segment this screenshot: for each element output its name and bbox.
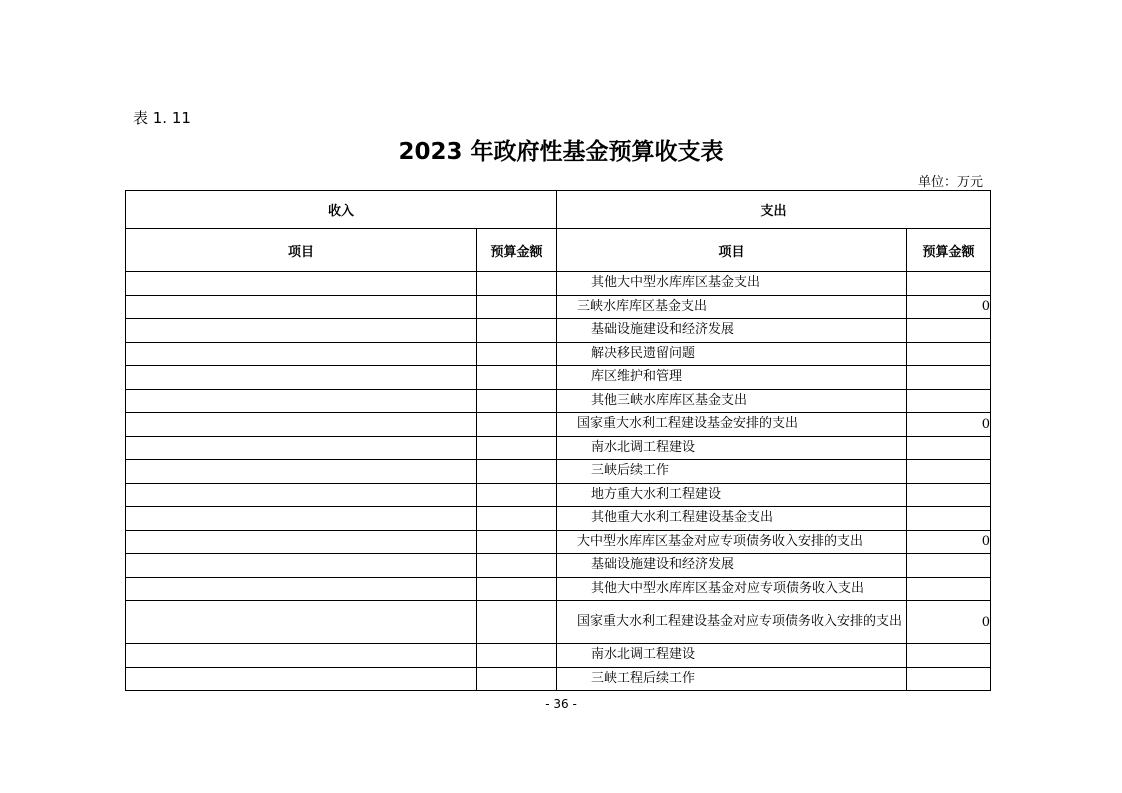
income-amount-header: 预算金额 [477, 229, 557, 272]
expense-amount-header: 预算金额 [907, 229, 991, 272]
expense-item-cell: 南水北调工程建设 [557, 436, 907, 460]
income-amount-cell [477, 342, 557, 366]
expense-item-cell: 其他大中型水库库区基金支出 [557, 272, 907, 296]
income-item-cell [126, 342, 477, 366]
expense-item-cell: 三峡水库库区基金支出 [557, 295, 907, 319]
expense-amount-cell [907, 644, 991, 668]
income-amount-cell [477, 483, 557, 507]
table-row [126, 413, 991, 437]
income-item-cell [126, 460, 477, 484]
expense-item-cell: 基础设施建设和经济发展 [557, 554, 907, 578]
table-row [126, 319, 991, 343]
income-item-cell [126, 667, 477, 691]
table-number: 表 1. 11 [133, 109, 191, 127]
expense-item-cell: 其他重大水利工程建设基金支出 [557, 507, 907, 531]
expense-amount-cell [907, 483, 991, 507]
table-row [126, 366, 991, 390]
expense-amount-cell [907, 507, 991, 531]
expense-amount-cell [907, 272, 991, 296]
income-item-cell [126, 319, 477, 343]
income-item-cell [126, 483, 477, 507]
expense-amount-cell [907, 577, 991, 601]
table-row [126, 460, 991, 484]
table-row [126, 483, 991, 507]
expense-item-cell: 其他三峡水库库区基金支出 [557, 389, 907, 413]
expense-amount-cell [907, 436, 991, 460]
expense-item-cell: 大中型水库库区基金对应专项债务收入安排的支出 [557, 530, 907, 554]
expense-item-cell: 三峡后续工作 [557, 460, 907, 484]
income-item-cell [126, 389, 477, 413]
table-row [126, 342, 991, 366]
page-title: 2023 年政府性基金预算收支表 [398, 139, 724, 165]
expense-header: 支出 [557, 191, 991, 229]
table-row [126, 272, 991, 296]
expense-item-cell: 基础设施建设和经济发展 [557, 319, 907, 343]
income-amount-cell [477, 507, 557, 531]
expense-amount-cell: 0 [907, 601, 991, 644]
expense-amount-cell [907, 342, 991, 366]
income-item-cell [126, 644, 477, 668]
income-amount-cell [477, 644, 557, 668]
expense-amount-cell [907, 319, 991, 343]
table-row [126, 644, 991, 668]
expense-item-cell: 地方重大水利工程建设 [557, 483, 907, 507]
table-row [126, 667, 991, 691]
table-row [126, 577, 991, 601]
expense-item-cell: 解决移民遗留问题 [557, 342, 907, 366]
expense-item-cell: 国家重大水利工程建设基金安排的支出 [557, 413, 907, 437]
page-number: - 36 - [545, 697, 577, 711]
income-item-cell [126, 295, 477, 319]
expense-amount-cell [907, 460, 991, 484]
income-amount-cell [477, 530, 557, 554]
income-header: 收入 [126, 191, 557, 229]
income-amount-cell [477, 601, 557, 644]
income-item-cell [126, 577, 477, 601]
expense-amount-cell: 0 [907, 295, 991, 319]
income-item-cell [126, 554, 477, 578]
income-amount-cell [477, 295, 557, 319]
income-item-cell [126, 272, 477, 296]
income-amount-cell [477, 460, 557, 484]
income-amount-cell [477, 389, 557, 413]
table-row [126, 436, 991, 460]
expense-amount-cell: 0 [907, 413, 991, 437]
income-item-cell [126, 413, 477, 437]
income-amount-cell [477, 554, 557, 578]
income-item-cell [126, 530, 477, 554]
table-row [126, 389, 991, 413]
budget-table [125, 190, 991, 691]
expense-amount-cell: 0 [907, 530, 991, 554]
expense-amount-cell [907, 554, 991, 578]
income-amount-cell [477, 436, 557, 460]
expense-amount-cell [907, 366, 991, 390]
income-amount-cell [477, 413, 557, 437]
income-amount-cell [477, 577, 557, 601]
expense-item-cell: 库区维护和管理 [557, 366, 907, 390]
income-amount-cell [477, 667, 557, 691]
table-row [126, 601, 991, 644]
income-item-cell [126, 366, 477, 390]
income-item-header: 项目 [126, 229, 477, 272]
unit-label: 单位：万元 [917, 175, 983, 190]
table-row [126, 295, 991, 319]
expense-item-header: 项目 [557, 229, 907, 272]
expense-amount-cell [907, 667, 991, 691]
income-item-cell [126, 507, 477, 531]
income-amount-cell [477, 366, 557, 390]
table-row [126, 530, 991, 554]
income-item-cell [126, 436, 477, 460]
income-item-cell [126, 601, 477, 644]
table-row [126, 554, 991, 578]
table-row [126, 507, 991, 531]
expense-item-cell: 三峡工程后续工作 [557, 667, 907, 691]
income-amount-cell [477, 319, 557, 343]
expense-item-cell: 其他大中型水库库区基金对应专项债务收入支出 [557, 577, 907, 601]
expense-amount-cell [907, 389, 991, 413]
expense-item-cell: 南水北调工程建设 [557, 644, 907, 668]
expense-item-cell: 国家重大水利工程建设基金对应专项债务收入安排的支出 [557, 601, 907, 644]
income-amount-cell [477, 272, 557, 296]
